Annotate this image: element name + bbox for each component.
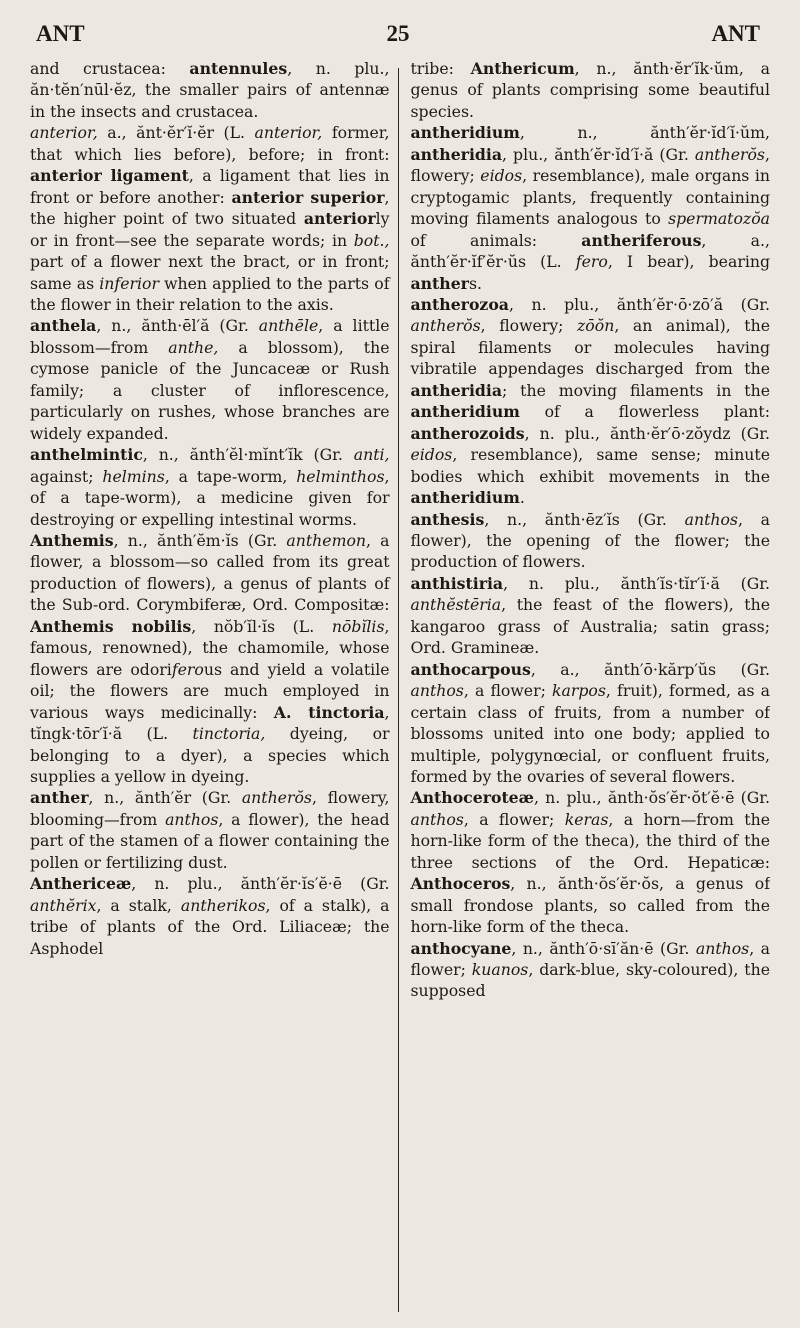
page-header xyxy=(36,16,760,52)
entry-anthesis: anthesis, n., ănth·ēz′ĭs (Gr. anthos, a flower), the opening of the flower; the production of flowers. xyxy=(410,509,770,572)
entry-antennules: and crustacea: antennules, n. plu., ăn·tĕn′nūl·ĕz, the smaller pairs of antennæ in the insects and crustacea. xyxy=(30,59,390,121)
text-columns xyxy=(30,58,770,1316)
entry-anther: anther, n., ănth′ĕr (Gr. antherŏs, flowery, blooming—from anthos, a flower), the head part of the stamen of a flower containing the pollen or fertilizing dust. xyxy=(30,788,390,872)
running-head-left: ANT xyxy=(36,21,85,46)
entry-antheridium: antheridium, n., ănth′ĕr·ĭd′ĭ·ŭm, antheridia, plu., ănth′ĕr·ĭd′ĭ·ă (Gr. antherŏs, flowery; eidos, resemblance), male organs in cryptogamic plants, frequently containing moving filaments analogous to spermatozŏa of animals: antheriferous, a., ănth′ĕr·ĭf′ĕr·ŭs (L. fero, I bear), bearing anthers. xyxy=(410,123,770,293)
left-column xyxy=(30,58,398,1316)
entry-anthemis: Anthemis, n., ănth′ĕm·ĭs (Gr. anthemon, a flower, a blossom—so called from its great production of flowers), a genus of plants of the Sub-ord. Corymbiferæ, Ord. Compositæ: Anthemis nobilis, nŏb′ĭl·ĭs (L. nōbĭlis, famous, renowned), the chamomile, whose flowers are odoriferous and yield a volatile oil; the flowers are much employed in various ways medicinally: A. tinctoria, tĭngk·tōr′ĭ·ă (L. tinctoria, dyeing, or belonging to a dyer), a species which supplies a yellow in dyeing. xyxy=(30,530,390,786)
entry-anthocyane: anthocyane, n., ănth′ō·sī′ăn·ē (Gr. anthos, a flower; kuanos, dark-blue, sky-coloured), the supposed xyxy=(410,938,770,1001)
entry-antherozoa: antherozoa, n. plu., ănth′ĕr·ō·zō′ă (Gr. antherŏs, flowery; zōŏn, an animal), the spiral filaments or molecules having vibratile appendages discharged from the antheridia; the moving filaments in the antheridium of a flowerless plant: antherozoids, n. plu., ănth·ĕr′ō·zŏydz (Gr. eidos, resemblance), same sense; minute bodies which exhibit movements in the antheridium. xyxy=(410,294,770,508)
entry-anthericum: tribe: Anthericum, n., ănth·ĕr′ĭk·ŭm, a genus of plants comprising some beautiful species. xyxy=(410,59,770,121)
entry-anthoceroteae: Anthoceroteæ, n. plu., ănth·ŏs′ĕr·ŏt′ĕ·ē (Gr. anthos, a flower; keras, a horn—from the horn-like form of the theca), the third of the three sections of the Ord. Hepaticæ: Anthoceros, n., ănth·ŏs′ĕr·ŏs, a genus of small frondose plants, so called from the horn-like form of the theca. xyxy=(410,788,770,937)
entry-anthelmintic: anthelmintic, n., ănth′ĕl·mĭnt′ĭk (Gr. anti, against; helmins, a tape-worm, helminthos, of a tape-worm), a medicine given for destroying or expelling intestinal worms. xyxy=(30,445,390,529)
entry-anterior: anterior, a., ănt·ĕr′ĭ·ĕr (L. anterior, former, that which lies before), before; in front: anterior ligament, a ligament that lies in front or before another: anterior superior, the higher point of two situated anteriorly or in front—see the separate words; in bot., part of a flower next the bract, or in front; same as inferior when applied to the parts of the flower in their relation to the axis. xyxy=(30,123,390,314)
entry-anthistiria: anthistiria, n. plu., ănth′ĭs·tĭr′ĭ·ă (Gr. anthĕstēria, the feast of the flowers), the kangaroo grass of Australia; satin grass; Ord. Gramineæ. xyxy=(410,573,770,658)
page-number: 25 xyxy=(386,21,410,46)
entry-anthericeae: Anthericeæ, n. plu., ănth′ĕr·ĭs′ĕ·ē (Gr. anthĕrix, a stalk, antherikos, of a stalk), a tribe of plants of the Ord. Liliaceæ; the Asphodel xyxy=(30,874,390,958)
running-head-right: ANT xyxy=(711,21,760,46)
entry-anthela: anthela, n., ănth·ēl′ă (Gr. anthēle, a little blossom—from anthe, a blossom), the cymose panicle of the Juncaceæ or Rush family; a cluster of inflorescence, particularly on rushes, whose branches are widely expanded. xyxy=(30,316,390,443)
right-column xyxy=(398,58,770,1316)
entry-anthocarpous: anthocarpous, a., ănth′ō·kărp′ŭs (Gr. anthos, a flower; karpos, fruit), formed, as a certain class of fruits, from a number of blossoms united into one body; applied to multiple, polygynœcial, or confluent fruits, formed by the ovaries of several flowers. xyxy=(410,659,770,786)
